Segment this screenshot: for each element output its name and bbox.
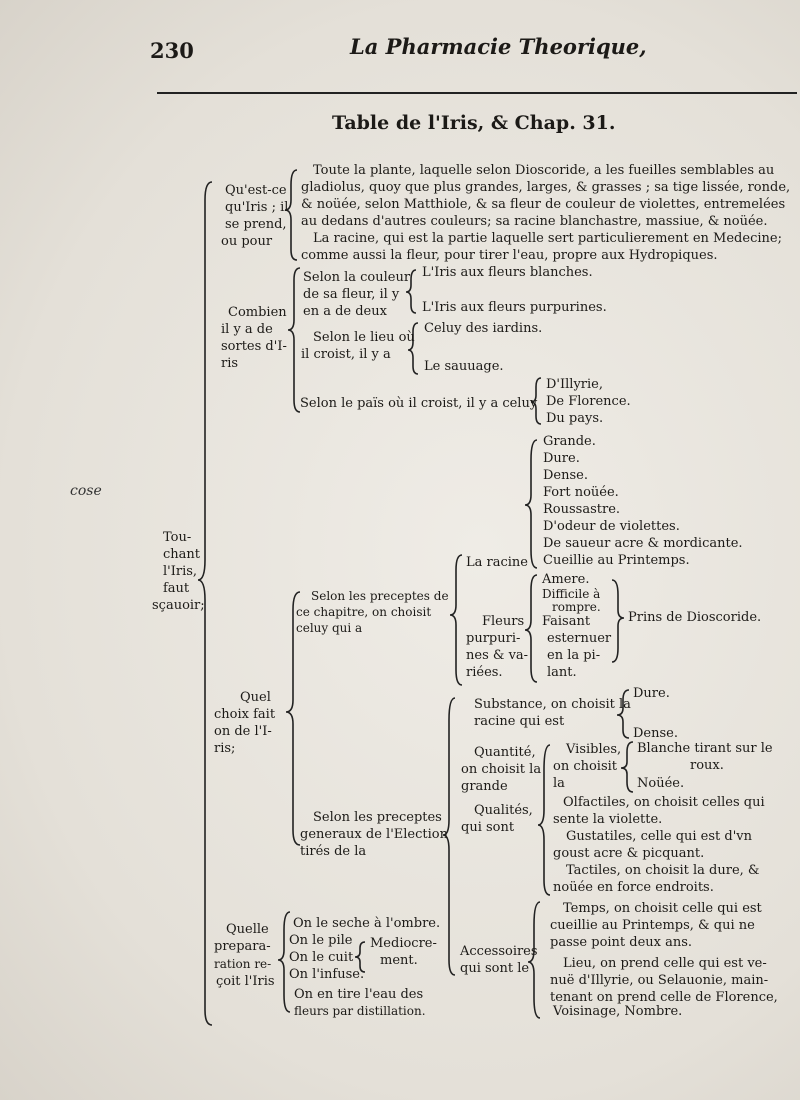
tactile-1: Tactiles, on choisit la dure, & (566, 863, 760, 878)
q2-label-1: Combien (228, 305, 287, 320)
general-label-3: tirés de la (300, 844, 367, 859)
q4-medio-2: ment. (380, 953, 418, 968)
q1-line-2: gladiolus, quoy que plus grandes, larges, & grasses ; sa tige lissée, ronde, (301, 180, 791, 195)
quantity-label-3: grande (461, 779, 508, 794)
place-label-1: Selon le lieu où (313, 330, 415, 345)
table-title: Table de l'Iris, & Chap. 31. (332, 112, 616, 134)
place-item-2: Le sauuage. (424, 359, 504, 374)
time-3: passe point deux ans. (550, 935, 693, 950)
q2-label-2: il y a de (221, 322, 273, 337)
q4-item-3: On le cuit (289, 950, 354, 965)
general-label-2: generaux de l'Election (300, 827, 448, 842)
quantity-label-1: Quantité, (474, 745, 536, 760)
flower-items-brace (525, 575, 537, 682)
q1-line-4: au dedans d'autres couleurs; sa racine blanchastre, massiue, & noüée. (301, 214, 768, 229)
substance-label-1: Substance, on choisit la (474, 697, 631, 712)
q3-label-4: ris; (214, 741, 236, 756)
time-2: cueillie au Printemps, & qui ne (550, 918, 755, 933)
root-label-4: faut (163, 581, 190, 596)
q2-brace (288, 268, 300, 412)
q1-label-3: se prend, (225, 217, 287, 232)
q4-label-3: ration re- (214, 957, 272, 971)
flower-label-2: purpuri- (466, 631, 521, 646)
visible-label-1: Visibles, (566, 742, 622, 757)
q1-line-6: comme aussi la fleur, pour tirer l'eau, propre aux Hydropiques. (301, 248, 718, 263)
place-line-2: nuë d'Illyrie, ou Selauonie, main- (550, 973, 769, 988)
q4-label-2: prepara- (214, 939, 271, 954)
margin-note: cose (70, 483, 102, 499)
q2-label-3: sortes d'I- (221, 339, 287, 354)
flower-label-4: riées. (466, 665, 503, 680)
visible-item-3: Noüée. (637, 776, 685, 791)
olfactive-1: Olfactiles, on choisit celles qui (563, 795, 765, 810)
q1-line-1: Toute la plante, laquelle selon Dioscoride, a les fueilles semblables au (313, 163, 775, 178)
root-item-7: De saueur acre & mordicante. (543, 536, 743, 551)
substance-item-2: Dense. (633, 726, 678, 741)
quality-label-1: Qualités, (474, 803, 533, 818)
root-item-5: Roussastre. (543, 502, 621, 517)
q4-item-5: On en tire l'eau des (294, 987, 424, 1002)
q1-label-2: qu'Iris ; il (225, 200, 289, 215)
flower-item-6: en la pi- (547, 648, 601, 663)
visible-item-2: roux. (690, 758, 724, 773)
root-item-4: Fort noüée. (543, 485, 619, 500)
flower-item-7: lant. (547, 665, 577, 680)
olfactive-2: sente la violette. (553, 812, 663, 827)
root-item-8: Cueillie au Printemps. (543, 553, 690, 568)
q3-label-3: on de l'I- (214, 724, 272, 739)
country-label: Selon le païs où il croist, il y a celuy (300, 396, 538, 411)
visible-label-2: on choisit (553, 759, 618, 774)
gustative-1: Gustatiles, celle qui est d'vn (566, 829, 753, 844)
q2-label-4: ris (221, 356, 239, 371)
q4-item-6: fleurs par distillation. (294, 1004, 426, 1018)
dioscoride-brace (612, 580, 624, 662)
color-label-3: en a de deux (303, 304, 387, 319)
country-item-2: De Florence. (546, 394, 631, 409)
dioscoride-label: Prins de Dioscoride. (628, 610, 762, 625)
flower-label-3: nes & va- (466, 648, 529, 663)
precepts-label-3: celuy qui a (296, 621, 363, 635)
q3-label-2: choix fait (214, 707, 276, 722)
root-item-1: Grande. (543, 434, 596, 449)
root-label-2: chant (163, 547, 201, 562)
place-line-3: tenant on prend celle de Florence, (550, 990, 778, 1005)
general-label-1: Selon les preceptes (313, 810, 442, 825)
running-head: La Pharmacie Theorique, (350, 34, 647, 59)
tactile-2: noüée en force endroits. (553, 880, 714, 895)
place-item-1: Celuy des iardins. (424, 321, 543, 336)
q4-label-1: Quelle (226, 922, 269, 937)
root-label-5: sçauoir; (152, 598, 205, 613)
precepts-label-2: ce chapitre, on choisit (296, 605, 432, 619)
quality-label-2: qui sont (461, 820, 515, 835)
gustative-2: goust acre & picquant. (553, 846, 705, 861)
color-item-1: L'Iris aux fleurs blanches. (422, 265, 593, 280)
q1-label-4: ou pour (221, 234, 273, 249)
visible-label-3: la (553, 776, 565, 791)
root-choice-label: La racine (466, 555, 528, 570)
color-label-2: de sa fleur, il y (303, 287, 400, 302)
q4-item-1: On le seche à l'ombre. (293, 916, 441, 931)
q4-label-4: çoit l'Iris (216, 974, 275, 989)
flower-label-1: Fleurs (482, 614, 525, 629)
visible-item-1: Blanche tirant sur le (637, 741, 773, 756)
q4-medio-1: Mediocre- (370, 936, 437, 951)
flower-item-3: rompre. (552, 600, 601, 614)
q1-label-1: Qu'est-ce (225, 183, 287, 198)
q1-line-5: La racine, qui est la partie laquelle sert particulierement en Medecine; (313, 231, 782, 246)
country-item-3: Du pays. (546, 411, 604, 426)
flower-item-4: Faisant (542, 614, 591, 629)
q3-label-1: Quel (240, 690, 271, 705)
q4-item-4: On l'infuse. (289, 967, 365, 982)
visible-brace (621, 742, 633, 792)
substance-label-2: racine qui est (474, 714, 565, 729)
accessory-brace (528, 902, 540, 1018)
page-number: 230 (150, 38, 194, 63)
precepts-brace (450, 555, 462, 685)
root-label-3: l'Iris, (163, 564, 198, 579)
color-item-2: L'Iris aux fleurs purpurines. (422, 300, 607, 315)
root-item-3: Dense. (543, 468, 588, 483)
time-1: Temps, on choisit celle qui est (563, 901, 762, 916)
place-line-1: Lieu, on prend celle qui est ve- (563, 956, 767, 971)
flower-item-1: Amere. (542, 572, 590, 587)
root-label-1: Tou- (163, 530, 192, 545)
flower-item-5: esternuer (547, 631, 612, 646)
q1-line-3: & noüée, selon Matthiole, & sa fleur de couleur de violettes, entremelées (301, 197, 786, 212)
flower-item-2: Difficile à (542, 587, 601, 601)
place-label-2: il croist, il y a (301, 347, 391, 362)
accessory-label-1: Accessoires (460, 944, 538, 959)
accessory-label-2: qui sont le (460, 961, 530, 976)
quantity-label-2: on choisit la (461, 762, 542, 777)
neighbor-line: Voisinage, Nombre. (553, 1004, 683, 1019)
root-items-brace (525, 440, 537, 568)
root-item-2: Dure. (543, 451, 580, 466)
q4-item-2: On le pile (289, 933, 353, 948)
root-item-6: D'odeur de violettes. (543, 519, 680, 534)
color-label-1: Selon la couleur (303, 270, 411, 285)
substance-item-1: Dure. (633, 686, 670, 701)
precepts-label-1: Selon les preceptes de (311, 589, 449, 603)
country-item-1: D'Illyrie, (546, 377, 603, 392)
